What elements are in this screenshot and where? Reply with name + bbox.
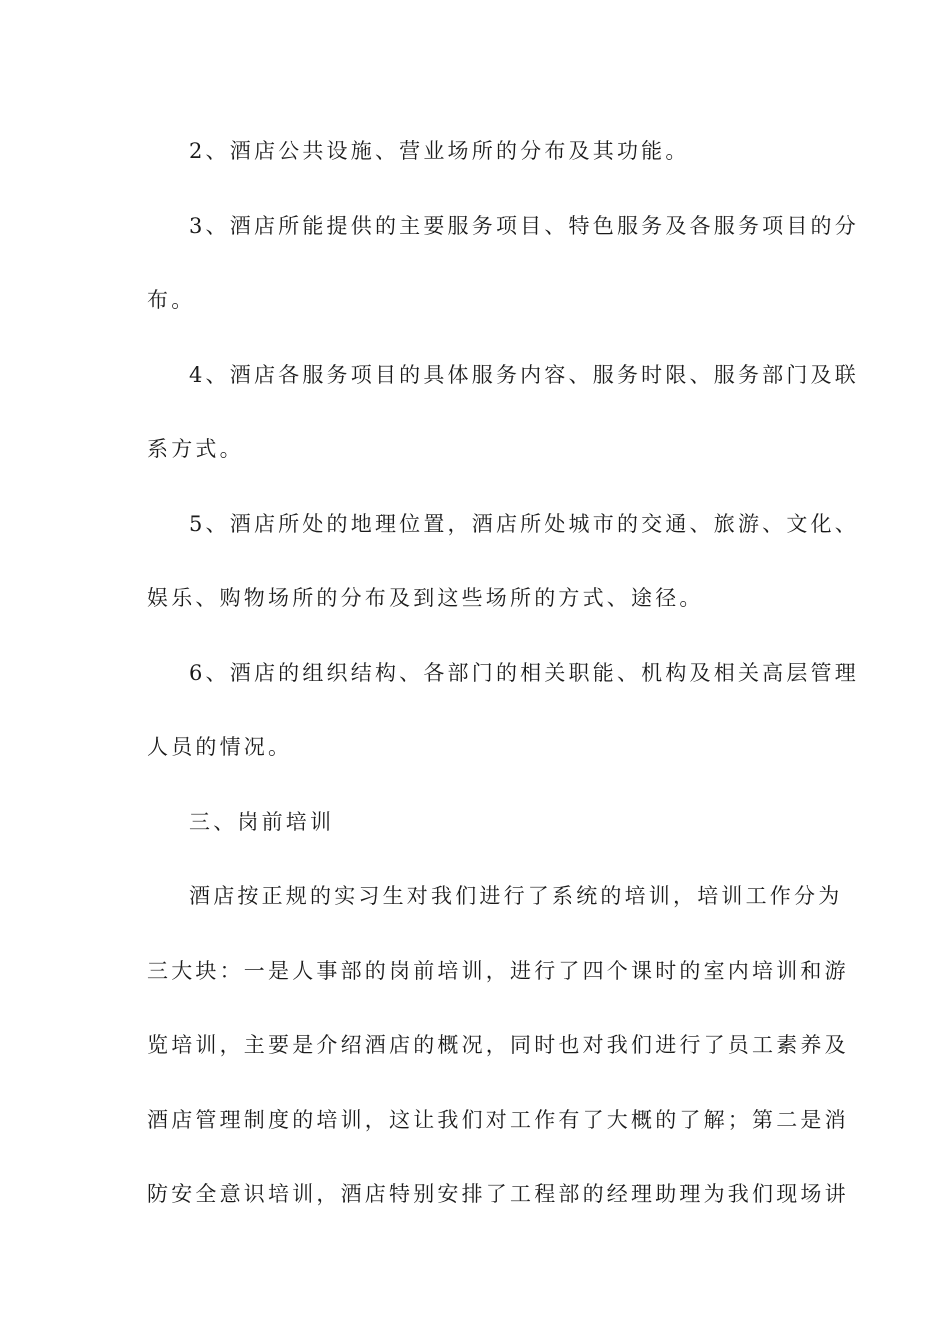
document-body — [147, 114, 859, 1232]
text-line: 2、酒店公共设施、营业场所的分布及其功能。 — [189, 139, 690, 163]
paragraph-training — [147, 859, 849, 1232]
text-line: 防安全意识培训，酒店特别安排了工程部的经理助理为我们现场讲 — [147, 1182, 849, 1206]
text-line: 览培训，主要是介绍酒店的概况，同时也对我们进行了员工素养及 — [147, 1033, 849, 1057]
section-heading: 三、岗前培训 — [189, 809, 335, 834]
paragraph-location — [147, 487, 859, 636]
text-line: 人员的情况。 — [147, 735, 293, 759]
paragraph-facilities — [147, 114, 807, 189]
section-heading-pre-job-training — [147, 785, 807, 860]
text-line: 系方式。 — [147, 437, 244, 461]
text-line: 3、酒店所能提供的主要服务项目、特色服务及各服务项目的分 — [189, 213, 859, 238]
text-line: 5、酒店所处的地理位置，酒店所处城市的交通、旅游、文化、 — [189, 511, 859, 536]
paragraph-service-items — [147, 189, 859, 338]
text-line: 娱乐、购物场所的分布及到这些场所的方式、途径。 — [147, 586, 704, 610]
paragraph-service-content — [147, 338, 859, 487]
text-line: 酒店按正规的实习生对我们进行了系统的培训，培训工作分为 — [189, 884, 843, 908]
text-line: 4、酒店各服务项目的具体服务内容、服务时限、服务部门及联 — [189, 362, 859, 387]
text-line: 酒店管理制度的培训，这让我们对工作有了大概的了解；第二是消 — [147, 1107, 849, 1132]
text-line: 布。 — [147, 288, 196, 312]
text-line: 三大块：一是人事部的岗前培训，进行了四个课时的室内培训和游 — [147, 958, 849, 983]
paragraph-organization — [147, 636, 859, 785]
text-line: 6、酒店的组织结构、各部门的相关职能、机构及相关高层管理 — [189, 660, 859, 685]
